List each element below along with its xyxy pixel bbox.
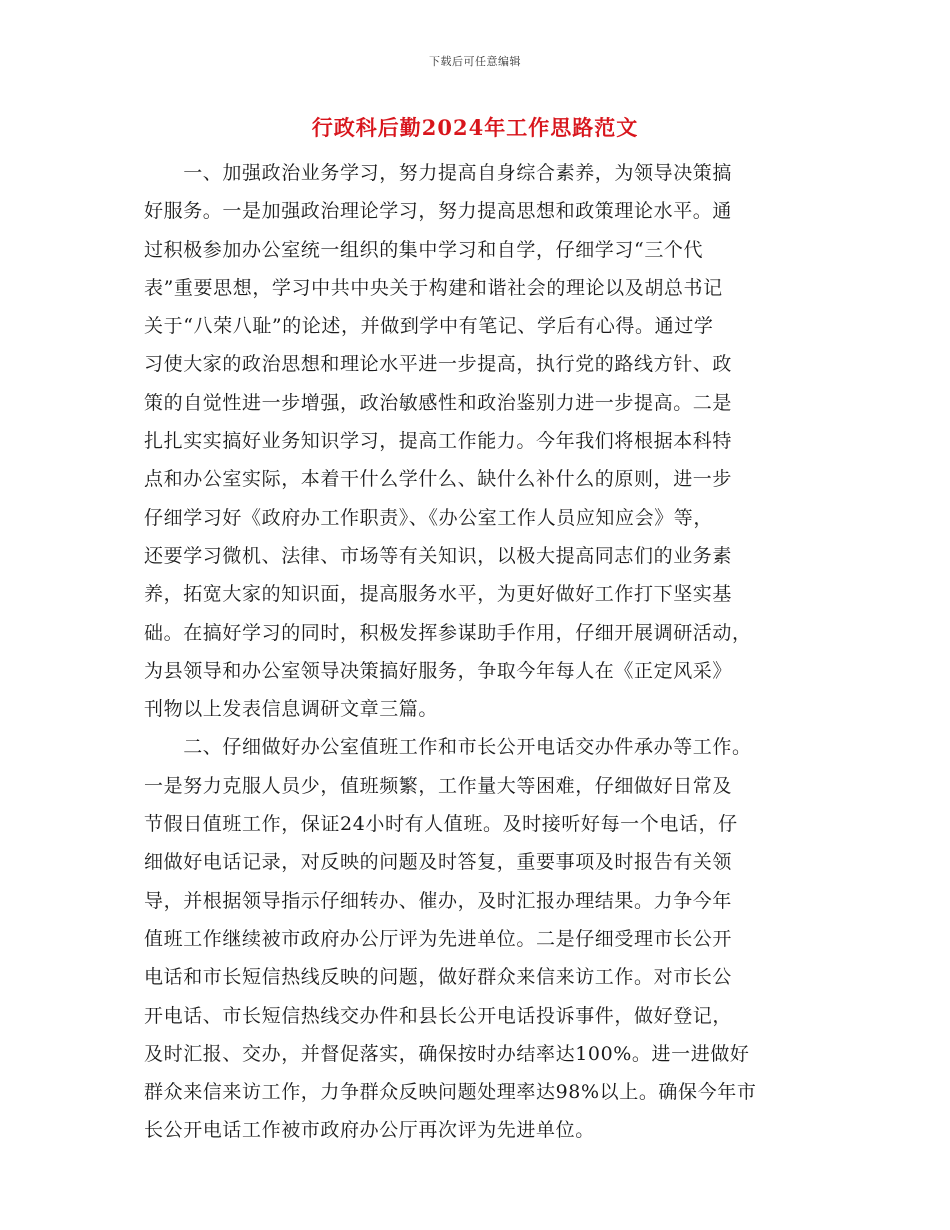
document-body (144, 154, 809, 1150)
text-line: 导，并根据领导指示仔细转办、催办，及时汇报办理结果。力争今年 (144, 889, 733, 912)
text-line: 开电话、市长短信热线交办件和县长公开电话投诉事件，做好登记， (144, 1004, 733, 1027)
text-line: 础。在搞好学习的同时，积极发挥参谋助手作用，仔细开展调研活动， (144, 621, 752, 644)
document-title: 行政科后勤2024年工作思路范文 (311, 115, 639, 140)
text-line: 节假日值班工作，保证24小时有人值班。及时接听好每一个电话，仔 (144, 813, 738, 836)
text-line: 过积极参加办公室统一组织的集中学习和自学，仔细学习“三个代 (144, 238, 704, 261)
text-line: 细做好电话记录，对反映的问题及时答复，重要事项及时报告有关领 (144, 851, 733, 874)
text-line: 及时汇报、交办，并督促落实，确保按时办结率达100%。进一进做好 (144, 1042, 750, 1065)
text-line: 一是努力克服人员少，值班频繁，工作量大等困难，仔细做好日常及 (144, 774, 733, 797)
text-line: 还要学习微机、法律、市场等有关知识，以极大提高同志们的业务素 (144, 544, 733, 567)
text-line: 养，拓宽大家的知识面，提高服务水平，为更好做好工作打下坚实基 (144, 583, 733, 606)
text-line: 关于“八荣八耻”的论述，并做到学中有笔记、学后有心得。通过学 (144, 315, 714, 338)
text-line: 电话和市长短信热线反映的问题，做好群众来信来访工作。对市长公 (144, 966, 733, 989)
text-line: 二、仔细做好办公室值班工作和市长公开电话交办件承办等工作。 (144, 736, 752, 759)
text-line: 表”重要思想，学习中共中央关于构建和谐社会的理论以及胡总书记 (144, 276, 723, 299)
text-line: 一、加强政治业务学习，努力提高自身综合素养，为领导决策搞 (144, 162, 733, 184)
text-line: 点和办公室实际，本着干什么学什么、缺什么补什么的原则，进一步 (144, 468, 733, 491)
text-line: 习使大家的政治思想和理论水平进一步提高，执行党的路线方针、政 (144, 353, 733, 376)
text-line: 好服务。一是加强政治理论学习，努力提高思想和政策理论水平。通 (144, 200, 733, 223)
text-line: 长公开电话工作被市政府办公厅再次评为先进单位。 (144, 1119, 595, 1142)
text-line: 扎扎实实搞好业务知识学习，提高工作能力。今年我们将根据本科特 (144, 430, 733, 453)
text-line: 值班工作继续被市政府办公厅评为先进单位。二是仔细受理市长公开 (144, 927, 733, 950)
text-line: 为县领导和办公室领导决策搞好服务，争取今年每人在《正定风采》 (144, 659, 733, 682)
text-line: 刊物以上发表信息调研文章三篇。 (144, 698, 439, 721)
text-line: 策的自觉性进一步增强，政治敏感性和政治鉴别力进一步提高。二是 (144, 391, 733, 414)
text-line: 仔细学习好《政府办工作职责》、《办公室工作人员应知应会》等， (144, 506, 714, 529)
header-note: 下载后可任意编辑 (429, 55, 521, 68)
text-line: 群众来信来访工作，力争群众反映问题处理率达98%以上。确保今年市 (144, 1081, 757, 1104)
